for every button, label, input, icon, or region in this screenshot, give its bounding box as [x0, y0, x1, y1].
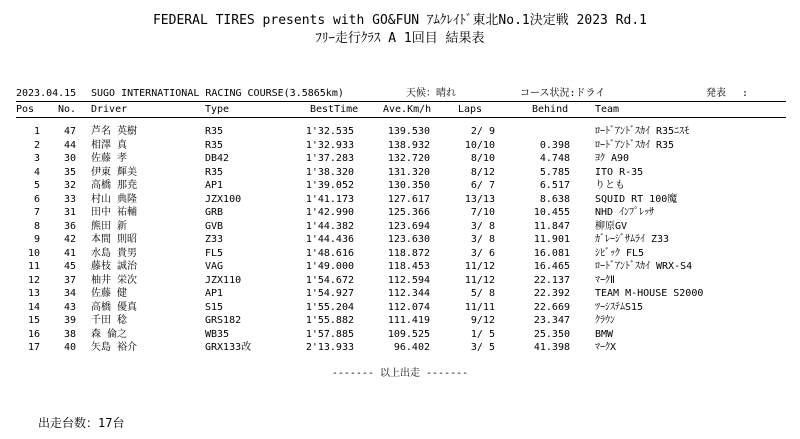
cell-best: 1'44.382 — [305, 220, 354, 232]
cell-avg: 130.350 — [387, 180, 430, 191]
cell-pos: 15 — [27, 315, 40, 326]
cell-behind: 16.465 — [533, 261, 570, 272]
table-row — [0, 342, 800, 354]
header-bottom-rule — [16, 117, 786, 118]
col-team-header: Team — [595, 104, 620, 115]
cell-no: 39 — [63, 315, 76, 326]
table-row — [0, 221, 800, 233]
cell-team: ITO R-35 — [595, 166, 644, 178]
cell-no: 33 — [63, 193, 76, 205]
cell-pos: 7 — [33, 207, 40, 218]
cell-team: りとも — [595, 180, 625, 191]
cell-type: R35 — [205, 166, 224, 178]
col-laps-header: Laps — [458, 104, 483, 115]
cell-driver: 本間 則昭 — [91, 234, 138, 245]
cell-behind: 25.350 — [533, 328, 570, 340]
cell-behind: 22.137 — [533, 274, 570, 286]
cell-avg: 132.720 — [387, 153, 430, 164]
cell-pos: 4 — [33, 166, 40, 178]
cell-avg: 131.320 — [387, 166, 430, 178]
cell-laps: 8/10 — [470, 153, 495, 164]
cell-driver: 藤枝 誠治 — [91, 261, 138, 272]
cell-no: 43 — [63, 301, 76, 313]
cell-team: SQUID RT 100魔 — [595, 193, 678, 205]
cell-driver: 田中 祐輔 — [91, 207, 138, 218]
cell-behind: 10.455 — [533, 207, 570, 218]
cell-pos: 3 — [33, 153, 40, 164]
cell-team: BMW — [595, 328, 614, 340]
cell-driver: 柚井 栄次 — [91, 274, 138, 286]
cell-driver: 熊田 新 — [91, 220, 128, 232]
cell-laps: 3/ 5 — [470, 342, 495, 353]
cell-no: 42 — [63, 234, 76, 245]
cell-avg: 139.530 — [387, 126, 430, 137]
cell-laps: 11/12 — [464, 274, 495, 286]
cell-behind: 5.785 — [539, 166, 570, 178]
cell-team: ｸﾗｳﾝ — [595, 315, 615, 326]
cell-driver: 森 倫之 — [91, 328, 128, 340]
cell-team: TEAM M-HOUSE S2000 — [595, 288, 704, 299]
cell-laps: 8/12 — [470, 166, 495, 178]
cell-driver: 矢島 裕介 — [91, 342, 138, 353]
table-row — [0, 234, 800, 246]
cell-pos: 9 — [33, 234, 40, 245]
col-no-header: No. — [58, 104, 77, 115]
cell-avg: 112.344 — [387, 288, 430, 299]
cell-driver: 高橋 那尭 — [91, 180, 138, 191]
header-top-rule — [16, 101, 786, 102]
cell-avg: 109.525 — [387, 328, 430, 340]
cell-driver: 相澤 真 — [91, 139, 128, 151]
cell-avg: 112.594 — [387, 274, 430, 286]
cell-team: ﾂｰｼｽﾃﾑS15 — [595, 301, 644, 313]
cell-team: ﾖｸ A90 — [595, 153, 630, 164]
cell-type: AP1 — [205, 180, 224, 191]
cell-pos: 16 — [27, 328, 40, 340]
cell-behind: 0.398 — [539, 139, 570, 151]
cell-type: WB35 — [205, 328, 230, 340]
cell-no: 41 — [63, 247, 76, 259]
cell-best: 1'32.535 — [305, 126, 354, 137]
col-avg-header: Ave.Km/h — [383, 104, 432, 115]
cell-pos: 11 — [27, 261, 40, 272]
table-row — [0, 180, 800, 192]
cell-type: VAG — [205, 261, 224, 272]
cell-no: 34 — [63, 288, 76, 299]
cell-behind: 6.517 — [539, 180, 570, 191]
cell-type: FL5 — [205, 247, 224, 259]
cell-pos: 13 — [27, 288, 40, 299]
cell-type: JZX100 — [205, 193, 242, 205]
table-row — [0, 288, 800, 300]
cell-avg: 96.402 — [393, 342, 430, 353]
cell-behind: 22.392 — [533, 288, 570, 299]
col-best-header: BestTime — [310, 104, 359, 115]
cell-type: DB42 — [205, 153, 230, 164]
cell-type: GRS182 — [205, 315, 242, 326]
end-of-results-note: ------- 以上出走 ------- — [331, 368, 469, 379]
cell-behind: 11.847 — [533, 220, 570, 232]
cell-laps: 5/ 8 — [470, 288, 495, 299]
cell-no: 30 — [63, 153, 76, 164]
cell-avg: 118.453 — [387, 261, 430, 272]
cell-type: R35 — [205, 126, 224, 137]
weather-info: 天候：晴れ — [406, 88, 456, 99]
cell-pos: 10 — [27, 247, 40, 259]
table-row — [0, 207, 800, 219]
cell-type: R35 — [205, 139, 224, 151]
cell-avg: 138.932 — [387, 139, 430, 151]
cell-team: ﾛｰﾄﾞｱﾝﾄﾞｽｶｲ WRX-S4 — [595, 261, 693, 272]
cell-pos: 12 — [27, 274, 40, 286]
table-row — [0, 153, 800, 165]
cell-driver: 千田 稔 — [91, 315, 128, 326]
cell-type: GRX133改 — [205, 342, 252, 353]
cell-best: 1'57.885 — [305, 328, 354, 340]
cell-team: ｼﾋﾞｯｸ FL5 — [595, 247, 645, 259]
cell-best: 1'38.320 — [305, 166, 354, 178]
cell-type: S15 — [205, 301, 224, 313]
cell-behind: 23.347 — [533, 315, 570, 326]
cell-best: 1'54.927 — [305, 288, 354, 299]
report-subtitle: ﾌﾘｰ走行ｸﾗｽ A 1回目 結果表 — [315, 31, 485, 46]
cell-best: 1'49.000 — [305, 261, 354, 272]
cell-laps: 2/ 9 — [470, 126, 495, 137]
cell-no: 37 — [63, 274, 76, 286]
cell-best: 1'39.052 — [305, 180, 354, 191]
cell-no: 32 — [63, 180, 76, 191]
cell-best: 2'13.933 — [305, 342, 354, 353]
cell-type: JZX110 — [205, 274, 242, 286]
course-name: SUGO INTERNATIONAL RACING COURSE(3.5865km) — [91, 88, 344, 99]
cell-laps: 11/11 — [464, 301, 495, 313]
cell-driver: 佐藤 健 — [91, 288, 128, 299]
table-row — [0, 315, 800, 327]
cell-pos: 2 — [33, 139, 40, 151]
cell-driver: 高橋 優真 — [91, 301, 138, 313]
cell-type: GRB — [205, 207, 224, 218]
col-type-header: Type — [205, 104, 230, 115]
cell-no: 35 — [63, 166, 76, 178]
cell-no: 45 — [63, 261, 76, 272]
cell-team: ﾛｰﾄﾞｱﾝﾄﾞｽｶｲ R35ﾆｽﾓ — [595, 126, 690, 137]
cell-behind: 11.901 — [533, 234, 570, 245]
cell-laps: 1/ 5 — [470, 328, 495, 340]
cell-laps: 10/10 — [464, 139, 495, 151]
cell-avg: 112.074 — [387, 301, 430, 313]
cell-laps: 3/ 6 — [470, 247, 495, 259]
cell-behind: 16.081 — [533, 247, 570, 259]
cell-team: ﾏｰｸⅡ — [595, 274, 615, 286]
cell-type: GVB — [205, 220, 224, 232]
table-row — [0, 194, 800, 206]
cell-best: 1'55.882 — [305, 315, 354, 326]
cell-avg: 111.419 — [387, 315, 430, 326]
cell-laps: 6/ 7 — [470, 180, 495, 191]
cell-laps: 11/12 — [464, 261, 495, 272]
cell-best: 1'41.173 — [305, 193, 354, 205]
cell-driver: 伊東 輝美 — [91, 166, 138, 178]
cell-laps: 3/ 8 — [470, 220, 495, 232]
cell-team: ｶﾞﾚｰｼﾞｻﾑﾗｲ Z33 — [595, 234, 670, 245]
cell-best: 1'54.672 — [305, 274, 354, 286]
announce-time: 発表 : — [706, 88, 749, 99]
table-row — [0, 261, 800, 273]
table-row — [0, 126, 800, 138]
cell-pos: 6 — [33, 193, 40, 205]
cell-best: 1'32.933 — [305, 139, 354, 151]
cell-behind: 41.398 — [533, 342, 570, 353]
cell-pos: 14 — [27, 301, 40, 313]
col-driver-header: Driver — [91, 104, 128, 115]
cell-avg: 125.366 — [387, 207, 430, 218]
table-row — [0, 248, 800, 260]
cell-team: ﾏｰｸX — [595, 342, 617, 353]
col-pos-header: Pos — [16, 104, 35, 115]
cell-avg: 127.617 — [387, 193, 430, 205]
cell-no: 31 — [63, 207, 76, 218]
cell-avg: 123.694 — [387, 220, 430, 232]
cell-pos: 5 — [33, 180, 40, 191]
cell-team: NHD ｲﾝﾌﾟﾚｯｻ — [595, 207, 655, 218]
cell-avg: 123.630 — [387, 234, 430, 245]
cell-driver: 村山 典隆 — [91, 193, 138, 205]
entry-count: 出走台数：17台 — [38, 416, 125, 430]
cell-laps: 13/13 — [464, 193, 495, 205]
table-row — [0, 140, 800, 152]
cell-no: 47 — [63, 126, 76, 137]
col-behind-header: Behind — [532, 104, 569, 115]
table-row — [0, 302, 800, 314]
cell-no: 40 — [63, 342, 76, 353]
cell-no: 44 — [63, 139, 76, 151]
cell-best: 1'48.616 — [305, 247, 354, 259]
cell-driver: 芦名 英樹 — [91, 126, 138, 137]
cell-laps: 7/10 — [470, 207, 495, 218]
cell-no: 36 — [63, 220, 76, 232]
cell-best: 1'55.204 — [305, 301, 354, 313]
cell-pos: 1 — [33, 126, 40, 137]
cell-laps: 9/12 — [470, 315, 495, 326]
cell-team: 柳原GV — [595, 220, 628, 232]
track-condition: コース状況:ドライ — [520, 88, 606, 99]
cell-behind: 8.638 — [539, 193, 570, 205]
cell-type: AP1 — [205, 288, 224, 299]
table-row — [0, 275, 800, 287]
cell-behind: 4.748 — [539, 153, 570, 164]
report-title: FEDERAL TIRES presents with GO&FUN ｱﾑｸﾚｲﾄﾞ東北No.1決定戦 2023 Rd.1 — [152, 13, 647, 28]
cell-type: Z33 — [205, 234, 224, 245]
cell-best: 1'42.990 — [305, 207, 354, 218]
cell-pos: 17 — [27, 342, 40, 353]
cell-best: 1'44.436 — [305, 234, 354, 245]
cell-no: 38 — [63, 328, 76, 340]
cell-pos: 8 — [33, 220, 40, 232]
event-date: 2023.04.15 — [16, 88, 77, 99]
table-header — [0, 104, 800, 116]
cell-team: ﾛｰﾄﾞｱﾝﾄﾞｽｶｲ R35 — [595, 139, 675, 151]
cell-laps: 3/ 8 — [470, 234, 495, 245]
cell-best: 1'37.283 — [305, 153, 354, 164]
table-row — [0, 167, 800, 179]
cell-driver: 水島 貴男 — [91, 247, 138, 259]
cell-behind: 22.669 — [533, 301, 570, 313]
cell-driver: 佐藤 孝 — [91, 153, 128, 164]
table-row — [0, 329, 800, 341]
cell-avg: 118.872 — [387, 247, 430, 259]
